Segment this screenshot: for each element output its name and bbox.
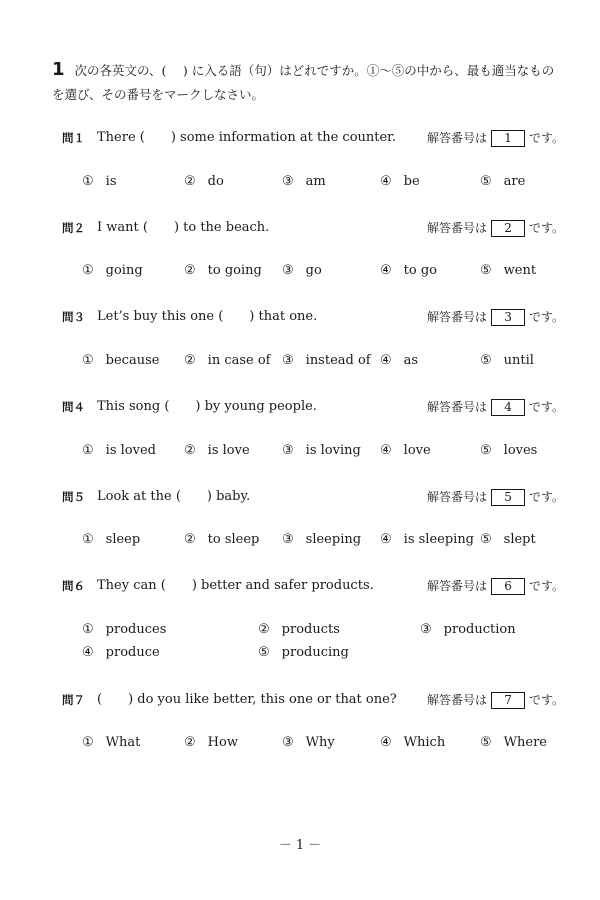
option-text: are <box>503 174 526 189</box>
answer-option[interactable] <box>82 441 156 461</box>
option-text: slept <box>503 532 536 547</box>
question-text: Let’s buy this one ( ) that one. <box>97 309 318 324</box>
option-number: ⑤ <box>480 174 492 189</box>
question-row <box>62 689 565 711</box>
option-text: producing <box>281 645 349 660</box>
options-row <box>82 261 562 281</box>
answer-number-label <box>427 306 564 328</box>
option-text: instead of <box>305 353 371 368</box>
option-number: ④ <box>380 735 392 750</box>
option-number: ⑤ <box>480 735 492 750</box>
option-number: ① <box>82 532 94 547</box>
option-text: Why <box>305 735 335 750</box>
section-instruction: 次の各英文の、( ) に入る語（句）はどれですか。①～⑤の中から、最も適当なものを選び、その番号をマークしなさい。 <box>52 63 555 102</box>
option-number: ③ <box>282 353 294 368</box>
option-text: produces <box>105 622 167 637</box>
option-text: to go <box>403 263 437 278</box>
answer-option[interactable] <box>82 172 117 192</box>
answer-number-label <box>427 127 564 149</box>
option-text: sleeping <box>305 532 362 547</box>
answer-prefix: 解答番号は <box>427 221 488 235</box>
answer-prefix: 解答番号は <box>427 490 488 504</box>
answer-prefix: 解答番号は <box>427 310 488 324</box>
option-number: ③ <box>282 532 294 547</box>
answer-option[interactable] <box>82 261 143 281</box>
answer-option[interactable] <box>420 620 516 640</box>
option-text: is <box>105 174 117 189</box>
answer-option[interactable] <box>184 441 250 461</box>
answer-box: 6 <box>491 578 525 595</box>
answer-option[interactable] <box>82 530 140 550</box>
answer-prefix: 解答番号は <box>427 693 488 707</box>
question-text: ( ) do you like better, this one or that one? <box>97 692 397 707</box>
option-text: sleep <box>105 532 141 547</box>
section-header <box>52 58 562 107</box>
option-text: do <box>207 174 224 189</box>
option-text: going <box>105 263 143 278</box>
answer-option[interactable] <box>480 733 547 753</box>
question-label: 問６ <box>62 579 85 593</box>
option-text: is sleeping <box>403 532 475 547</box>
options-row <box>82 351 562 371</box>
answer-suffix: です。 <box>529 310 565 324</box>
answer-option[interactable] <box>184 530 259 550</box>
question-label: 問５ <box>62 490 85 504</box>
option-text: go <box>305 263 322 278</box>
answer-option[interactable] <box>380 733 445 753</box>
answer-option[interactable] <box>380 530 474 550</box>
page-number: － 1 － <box>278 838 322 853</box>
option-text: Where <box>503 735 547 750</box>
answer-box: 2 <box>491 220 525 237</box>
option-number: ④ <box>380 443 392 458</box>
answer-box: 5 <box>491 489 525 506</box>
option-number: ② <box>184 263 196 278</box>
option-number: ⑤ <box>480 532 492 547</box>
option-text: be <box>403 174 420 189</box>
option-number: ⑤ <box>480 353 492 368</box>
answer-suffix: です。 <box>529 579 565 593</box>
answer-option[interactable] <box>184 351 271 371</box>
option-number: ② <box>184 735 196 750</box>
option-text: love <box>403 443 431 458</box>
option-text: What <box>105 735 141 750</box>
question-text: Look at the ( ) baby. <box>97 489 251 504</box>
option-number: ④ <box>380 174 392 189</box>
answer-option[interactable] <box>282 733 335 753</box>
answer-option[interactable] <box>82 643 160 663</box>
option-number: ① <box>82 735 94 750</box>
answer-option[interactable] <box>480 172 525 192</box>
option-number: ⑤ <box>480 443 492 458</box>
question-text: This song ( ) by young people. <box>97 399 317 414</box>
question-text: They can ( ) better and safer products. <box>97 578 374 593</box>
answer-option[interactable] <box>258 643 349 663</box>
option-text: is loved <box>105 443 156 458</box>
option-text: production <box>443 622 516 637</box>
option-text: in case of <box>207 353 271 368</box>
answer-option[interactable] <box>82 620 166 640</box>
option-text: as <box>403 353 419 368</box>
answer-number-label <box>427 575 564 597</box>
options-row <box>82 643 562 663</box>
option-number: ② <box>184 353 196 368</box>
option-number: ① <box>82 263 94 278</box>
question-row <box>62 127 565 149</box>
option-number: ② <box>184 174 196 189</box>
options-row <box>82 530 562 550</box>
answer-option[interactable] <box>82 351 159 371</box>
option-text: Which <box>403 735 446 750</box>
answer-option[interactable] <box>380 261 437 281</box>
answer-prefix: 解答番号は <box>427 579 488 593</box>
option-number: ① <box>82 174 94 189</box>
answer-number-label <box>427 396 564 418</box>
answer-option[interactable] <box>480 261 536 281</box>
answer-prefix: 解答番号は <box>427 400 488 414</box>
answer-option[interactable] <box>184 733 238 753</box>
question-label: 問３ <box>62 310 85 324</box>
answer-option[interactable] <box>282 530 361 550</box>
option-number: ① <box>82 443 94 458</box>
question-row <box>62 306 565 328</box>
answer-option[interactable] <box>380 351 418 371</box>
option-number: ② <box>184 532 196 547</box>
option-number: ② <box>184 443 196 458</box>
option-number: ① <box>82 622 94 637</box>
answer-option[interactable] <box>282 441 361 461</box>
question-row <box>62 217 565 239</box>
option-number: ③ <box>282 735 294 750</box>
answer-option[interactable] <box>282 172 326 192</box>
question-text: I want ( ) to the beach. <box>97 220 270 235</box>
option-number: ③ <box>282 174 294 189</box>
option-number: ④ <box>82 645 94 660</box>
options-row <box>82 733 562 753</box>
option-number: ④ <box>380 263 392 278</box>
answer-suffix: です。 <box>529 400 565 414</box>
question-label: 問４ <box>62 400 85 414</box>
answer-box: 4 <box>491 399 525 416</box>
option-text: to going <box>207 263 262 278</box>
option-number: ① <box>82 353 94 368</box>
answer-suffix: です。 <box>529 693 565 707</box>
answer-option[interactable] <box>82 733 140 753</box>
answer-option[interactable] <box>480 530 536 550</box>
answer-number-label <box>427 689 564 711</box>
answer-option[interactable] <box>480 351 534 371</box>
answer-option[interactable] <box>282 261 322 281</box>
option-number: ④ <box>380 353 392 368</box>
option-text: products <box>281 622 340 637</box>
answer-number-label <box>427 486 564 508</box>
option-text: is loving <box>305 443 361 458</box>
options-row <box>82 172 562 192</box>
question-label: 問１ <box>62 131 85 145</box>
options-row <box>82 620 562 640</box>
answer-option[interactable] <box>184 172 224 192</box>
question-label: 問２ <box>62 221 85 235</box>
answer-suffix: です。 <box>529 221 565 235</box>
option-number: ③ <box>282 263 294 278</box>
option-number: ⑤ <box>480 263 492 278</box>
option-text: loves <box>503 443 538 458</box>
option-number: ③ <box>420 622 432 637</box>
answer-box: 7 <box>491 692 525 709</box>
section-number: 1 <box>52 59 65 80</box>
option-text: went <box>503 263 537 278</box>
option-text: How <box>207 735 238 750</box>
answer-option[interactable] <box>380 441 431 461</box>
answer-number-label <box>427 217 564 239</box>
option-text: am <box>305 174 326 189</box>
answer-box: 3 <box>491 309 525 326</box>
option-number: ③ <box>282 443 294 458</box>
option-number: ④ <box>380 532 392 547</box>
answer-option[interactable] <box>380 172 420 192</box>
answer-option[interactable] <box>258 620 340 640</box>
answer-prefix: 解答番号は <box>427 131 488 145</box>
option-number: ⑤ <box>258 645 270 660</box>
answer-suffix: です。 <box>529 490 565 504</box>
question-row <box>62 486 565 508</box>
option-number: ② <box>258 622 270 637</box>
option-text: is love <box>207 443 250 458</box>
option-text: because <box>105 353 160 368</box>
answer-option[interactable] <box>282 351 371 371</box>
options-row <box>82 441 562 461</box>
question-row <box>62 396 565 418</box>
question-label: 問７ <box>62 693 85 707</box>
answer-option[interactable] <box>480 441 537 461</box>
option-text: until <box>503 353 534 368</box>
answer-box: 1 <box>491 130 525 147</box>
question-text: There ( ) some information at the counter. <box>97 130 397 145</box>
option-text: to sleep <box>207 532 260 547</box>
answer-suffix: です。 <box>529 131 565 145</box>
question-row <box>62 575 565 597</box>
answer-option[interactable] <box>184 261 262 281</box>
option-text: produce <box>105 645 160 660</box>
